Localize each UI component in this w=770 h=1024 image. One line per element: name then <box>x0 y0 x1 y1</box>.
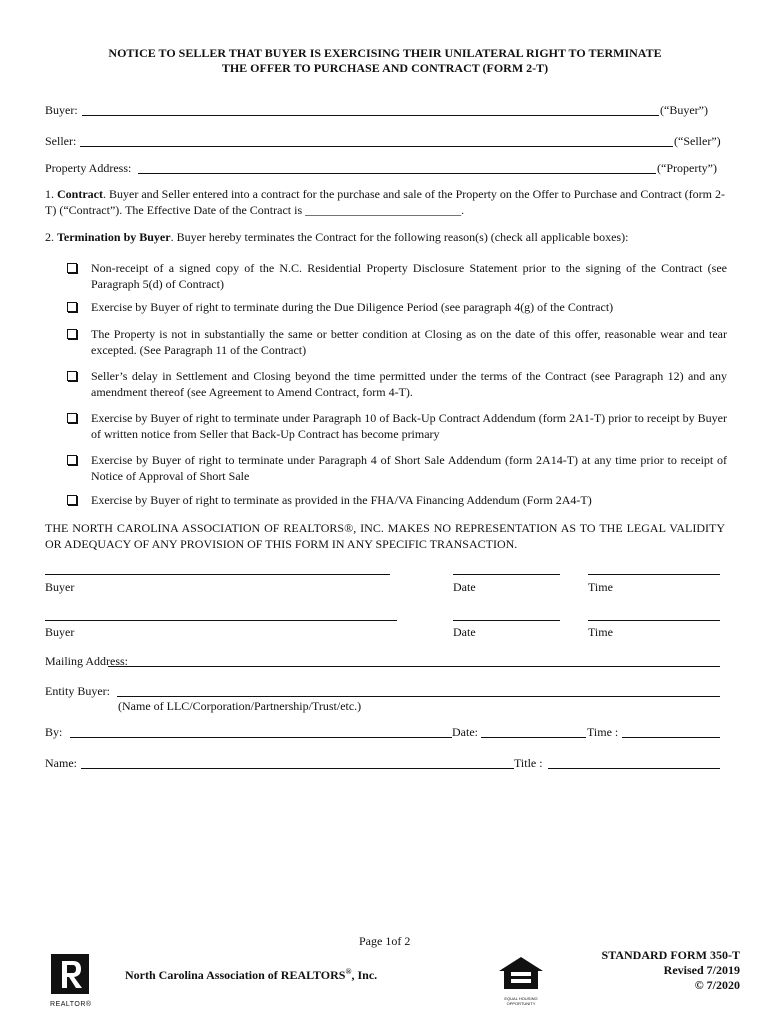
reason-text: Non-receipt of a signed copy of the N.C. Residential Property Disclosure Statement prior to the signing of the Contract (see Paragraph 5(d) of Contract) <box>91 261 727 291</box>
buyer-signature-line-2[interactable] <box>45 620 397 621</box>
reason-checkbox[interactable] <box>67 329 77 339</box>
property-field[interactable] <box>138 173 656 174</box>
buyer-field[interactable] <box>82 115 659 116</box>
effective-date-field-2[interactable]: _________________ <box>359 202 462 217</box>
mailing-address-label: Mailing Address: <box>45 654 128 668</box>
association-name-text: North Carolina Association of REALTORS <box>125 968 346 982</box>
buyer-time-line-2[interactable] <box>588 620 720 621</box>
name-label: Name: <box>45 756 77 770</box>
buyer-signature-line[interactable] <box>45 574 390 575</box>
buyer-date-line[interactable] <box>453 574 560 575</box>
reason-text: Exercise by Buyer of right to terminate under Paragraph 10 of Back-Up Contract Addendum (form 2A1-T) prior to receipt by Buyer of written notice from Seller that Back-Up Contract has become primary <box>91 411 727 441</box>
by-time-field[interactable] <box>622 737 720 738</box>
mailing-address-field[interactable] <box>108 666 720 667</box>
form-revised: Revised 7/2019 <box>663 963 740 977</box>
legal-disclaimer: THE NORTH CAROLINA ASSOCIATION OF REALTORS®, INC. MAKES NO REPRESENTATION AS TO THE LEGAL VALIDITY OR ADEQUACY OF ANY PROVISION OF THIS FORM IN ANY SPECIFIC TRANSACTION. <box>45 521 725 551</box>
time-label-2: Time <box>588 625 613 639</box>
form-identifier <box>602 948 740 993</box>
seller-label: Seller: <box>45 134 77 148</box>
buyer-signature-label-2: Buyer <box>45 625 75 639</box>
reason-checkbox[interactable] <box>67 263 77 273</box>
title-line-2: THE OFFER TO PURCHASE AND CONTRACT (FORM 2-T) <box>221 61 549 75</box>
reason-checkbox[interactable] <box>67 413 77 423</box>
reason-text: Exercise by Buyer of right to terminate during the Due Diligence Period (see paragraph 4(g) of the Contract) <box>91 300 614 314</box>
by-field[interactable] <box>70 737 452 738</box>
section-1-contract <box>45 187 725 218</box>
reason-item <box>67 327 727 358</box>
buyer-signature-label: Buyer <box>45 580 75 594</box>
entity-note: (Name of LLC/Corporation/Partnership/Trust/etc.) <box>118 699 362 713</box>
by-date-field[interactable] <box>481 737 586 738</box>
reason-item <box>67 493 727 509</box>
seller-field[interactable] <box>80 146 673 147</box>
property-suffix: (“Property”) <box>657 161 717 175</box>
effective-date-field[interactable]: _________ <box>305 202 360 217</box>
reason-checkbox[interactable] <box>67 371 77 381</box>
entity-buyer-field[interactable] <box>117 696 720 697</box>
date-label-2: Date <box>453 625 476 639</box>
reason-text: Exercise by Buyer of right to terminate under Paragraph 4 of Short Sale Addendum (form 2A14-T) at any time prior to receipt of Notice of Approval of Short Sale <box>91 453 727 483</box>
name-field[interactable] <box>81 768 514 769</box>
date-label: Date <box>453 580 476 594</box>
form-name: STANDARD FORM 350-T <box>601 948 740 962</box>
association-reg-mark: ® <box>345 967 352 976</box>
house-icon <box>497 955 545 991</box>
section-2-termination <box>45 230 725 246</box>
section-2-text: . Buyer hereby terminates the Contract for the following reason(s) (check all applicable boxes): <box>170 230 629 244</box>
section-2-number: 2. <box>45 230 54 244</box>
by-label: By: <box>45 725 63 739</box>
reason-checkbox[interactable] <box>67 455 77 465</box>
reason-item <box>67 369 727 400</box>
reason-checkbox[interactable] <box>67 302 77 312</box>
entity-buyer-label: Entity Buyer: <box>45 684 110 698</box>
section-2-heading: Termination by Buyer <box>57 230 171 244</box>
section-1-heading: Contract <box>57 187 103 201</box>
page-number: Page 1of 2 <box>359 934 411 948</box>
section-1-number: 1. <box>45 187 54 201</box>
form-copyright: © 7/2020 <box>694 978 740 992</box>
buyer-label: Buyer: <box>45 103 78 117</box>
reason-item <box>67 453 727 484</box>
association-name-end: , Inc. <box>351 968 378 982</box>
form-title <box>0 46 770 76</box>
reason-item <box>67 261 727 292</box>
realtor-logo-text: REALTOR® <box>50 1001 92 1008</box>
association-name <box>125 965 377 982</box>
section-1-text: . Buyer and Seller entered into a contract for the purchase and sale of the Property on the Offer to Purchase and Contract (form 2-T) (“Contract”). The Effective Date of the Contract is <box>45 187 726 217</box>
realtor-r-icon <box>50 953 90 995</box>
equal-housing-icon <box>497 955 545 1005</box>
time-label: Time <box>588 580 613 594</box>
reason-text: Seller’s delay in Settlement and Closing beyond the time permitted under the terms of the Contract (see Paragraph 12) and any amendment thereof (see Agreement to Amend Contract, form 4-T). <box>91 369 727 399</box>
buyer-time-line[interactable] <box>588 574 720 575</box>
title-line-1: NOTICE TO SELLER THAT BUYER IS EXERCISING THEIR UNILATERAL RIGHT TO TERMINATE <box>108 46 662 60</box>
by-date-label: Date: <box>452 725 478 739</box>
buyer-date-line-2[interactable] <box>453 620 560 621</box>
title-field[interactable] <box>548 768 720 769</box>
reason-text: Exercise by Buyer of right to terminate as provided in the FHA/VA Financing Addendum (Form 2A4-T) <box>91 493 592 507</box>
realtor-logo-icon <box>50 953 92 1008</box>
section-1-end: . <box>461 202 465 217</box>
equal-housing-text: EQUAL HOUSING OPPORTUNITY <box>504 996 538 1006</box>
reason-item <box>67 300 727 316</box>
reason-text: The Property is not in substantially the same or better condition at Closing as on the date of this offer, reasonable wear and tear excepted. (See Paragraph 11 of the Contract) <box>91 327 727 357</box>
property-label: Property Address: <box>45 161 132 175</box>
buyer-suffix: (“Buyer”) <box>660 103 708 117</box>
reason-checkbox[interactable] <box>67 495 77 505</box>
seller-suffix: (“Seller”) <box>674 134 721 148</box>
by-time-label: Time : <box>587 725 619 739</box>
title-label: Title : <box>514 756 543 770</box>
reason-item <box>67 411 727 442</box>
